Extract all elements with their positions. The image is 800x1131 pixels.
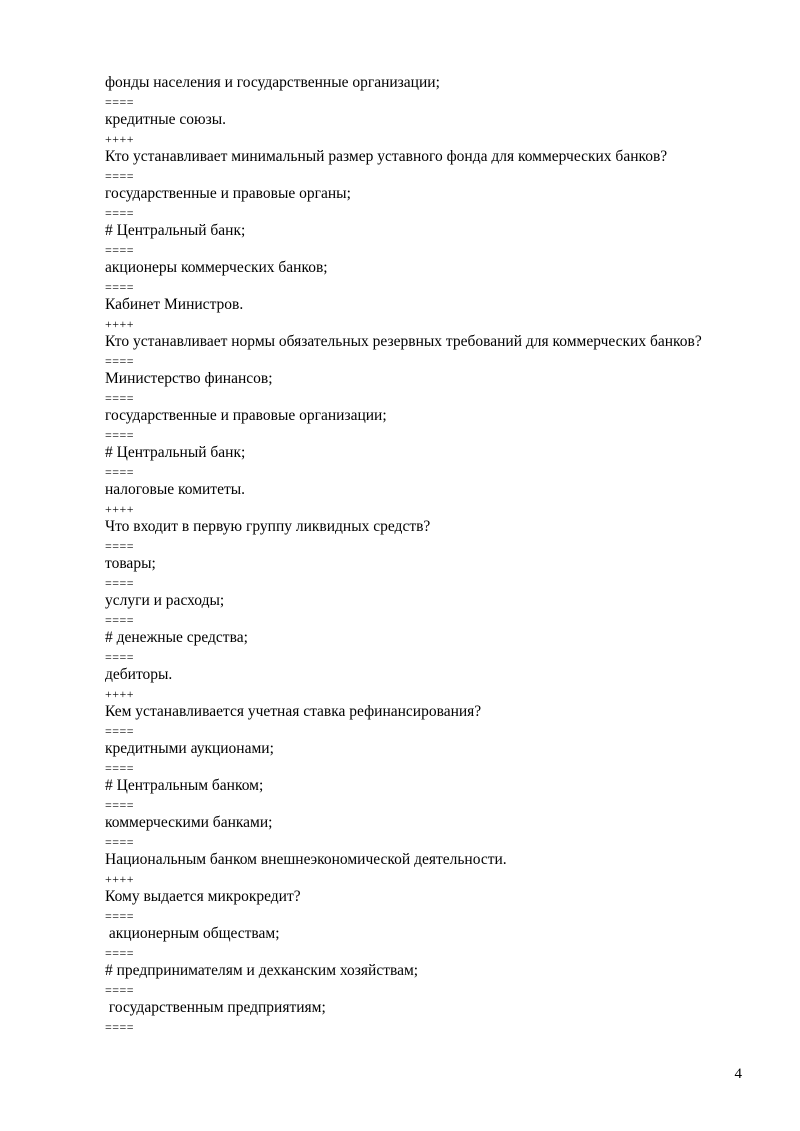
text-line: Кто устанавливает минимальный размер уставного фонда для коммерческих банков? [105, 148, 668, 165]
text-line: Кабинет Министров. [105, 296, 244, 313]
text-line: # денежные средства; [105, 629, 248, 646]
separator-line: ==== [105, 538, 135, 553]
text-line: государственные и правовые организации; [105, 407, 387, 424]
text-line: # Центральный банк; [105, 444, 246, 461]
separator-line: ==== [105, 723, 135, 738]
text-line: # Центральный банк; [105, 222, 246, 239]
text-line: коммерческими банками; [105, 814, 273, 831]
separator-line: ==== [105, 353, 135, 368]
text-line: фонды населения и государственные организации; [105, 74, 440, 91]
separator-line: ==== [105, 168, 135, 183]
text-line: # Центральным банком; [105, 777, 264, 794]
separator-line: ==== [105, 205, 135, 220]
separator-line: ++++ [105, 501, 135, 516]
text-line: Что входит в первую группу ликвидных средств? [105, 518, 431, 535]
text-line: # предпринимателям и дехканским хозяйствам; [105, 962, 419, 979]
text-line: акционеры коммерческих банков; [105, 259, 328, 276]
text-line: кредитными аукционами; [105, 740, 274, 757]
separator-line: ==== [105, 834, 135, 849]
separator-line: ==== [105, 649, 135, 664]
separator-line: ==== [105, 612, 135, 627]
separator-line: ==== [105, 279, 135, 294]
text-line: товары; [105, 555, 156, 572]
text-line: дебиторы. [105, 666, 173, 683]
text-line: услуги и расходы; [105, 592, 225, 609]
question-list [105, 74, 765, 1036]
separator-line: ==== [105, 575, 135, 590]
text-line: налоговые комитеты. [105, 481, 246, 498]
text-line: кредитные союзы. [105, 111, 226, 128]
text-line: акционерным обществам; [105, 925, 280, 942]
page-number: 4 [734, 1066, 742, 1082]
separator-line: ++++ [105, 316, 135, 331]
separator-line: ==== [105, 797, 135, 812]
separator-line: ==== [105, 760, 135, 775]
separator-line: ==== [105, 1019, 135, 1034]
separator-line: ==== [105, 982, 135, 997]
separator-line: ==== [105, 242, 135, 257]
separator-line: ==== [105, 94, 135, 109]
separator-line: ++++ [105, 686, 135, 701]
text-line: Кем устанавливается учетная ставка рефинансирования? [105, 703, 482, 720]
text-line: Национальным банком внешнеэкономической деятельности. [105, 851, 507, 868]
text-line: Министерство финансов; [105, 370, 273, 387]
separator-line: ==== [105, 908, 135, 923]
separator-line: ==== [105, 945, 135, 960]
separator-line: ==== [105, 464, 135, 479]
text-line: Кто устанавливает нормы обязательных резервных требований для коммерческих банков? [105, 333, 702, 350]
text-line: Кому выдается микрокредит? [105, 888, 301, 905]
separator-line: ==== [105, 427, 135, 442]
separator-line: ++++ [105, 871, 135, 886]
separator-line: ==== [105, 390, 135, 405]
separator-line: ++++ [105, 131, 135, 146]
text-line: государственным предприятиям; [105, 999, 326, 1016]
text-line: государственные и правовые органы; [105, 185, 351, 202]
